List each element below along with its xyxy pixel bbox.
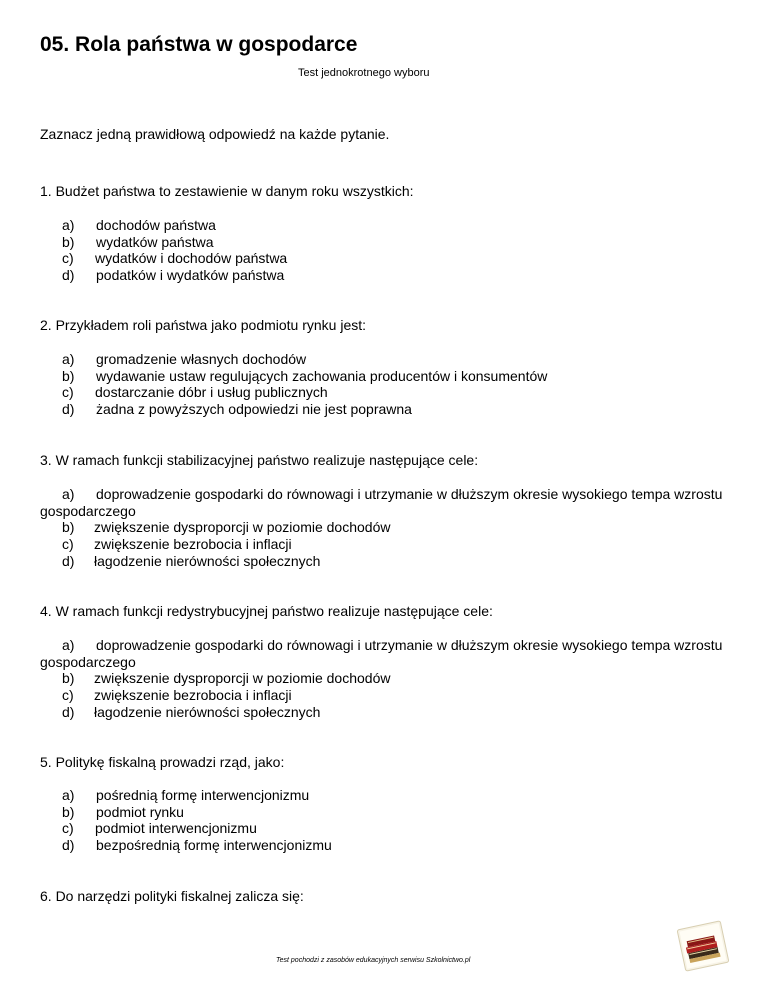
answer-text: doprowadzenie gospodarki do równowagi i utrzymanie w dłuższym okresie wysokiego tempa wzrostu gospodarczego [40, 637, 723, 670]
answer-letter: c) [62, 536, 74, 553]
answer-text: wydawanie ustaw regulujących zachowania producentów i konsumentów [96, 367, 548, 384]
answer-text: pośrednią formę interwencjonizmu [96, 787, 310, 803]
answer-5a [40, 787, 740, 804]
answer-2c [40, 384, 740, 401]
answer-letter: b) [62, 519, 75, 536]
answer-4c [40, 687, 740, 704]
answer-letter: a) [62, 637, 75, 653]
books-logo-icon [676, 920, 730, 972]
answer-text: łagodzenie nierówności społecznych [94, 552, 321, 569]
question-4: 4. W ramach funkcji redystrybucyjnej państwo realizuje następujące cele: [40, 603, 493, 619]
answer-1b [40, 234, 740, 251]
page-subtitle: Test jednokrotnego wyboru [298, 67, 430, 79]
answer-list-2 [40, 351, 740, 418]
answer-letter: d) [62, 837, 75, 854]
answer-letter: c) [62, 687, 74, 704]
answer-list-3 [40, 486, 740, 569]
answer-letter: b) [62, 670, 75, 687]
answer-3d [40, 553, 740, 570]
answer-text: wydatków państwa [96, 233, 214, 250]
answer-letter: d) [62, 267, 75, 284]
answer-4d [40, 704, 740, 721]
answer-letter: c) [62, 250, 74, 267]
footer-source-note: Test pochodzi z zasobów edukacyjnych serwisu Szkolnictwo.pl [276, 957, 471, 964]
answer-4b [40, 670, 740, 687]
answer-5c [40, 820, 740, 837]
answer-1d [40, 267, 740, 284]
answer-text: dochodów państwa [96, 217, 216, 233]
answer-text: bezpośrednią formę interwencjonizmu [96, 837, 332, 854]
answer-letter: d) [62, 552, 75, 569]
answer-5b [40, 804, 740, 821]
answer-1c [40, 250, 740, 267]
answer-list-4 [40, 637, 740, 720]
answer-list-5 [40, 787, 740, 854]
answer-text: podmiot rynku [96, 803, 184, 820]
question-2: 2. Przykładem roli państwa jako podmiotu rynku jest: [40, 317, 367, 333]
answer-letter: b) [62, 803, 75, 820]
answer-2d [40, 401, 740, 418]
answer-text: zwiększenie bezrobocia i inflacji [94, 687, 292, 704]
answer-text: dostarczanie dóbr i usług publicznych [95, 384, 328, 401]
answer-text: podatków i wydatków państwa [96, 267, 285, 284]
answer-letter: d) [62, 703, 75, 720]
question-3: 3. W ramach funkcji stabilizacyjnej państwo realizuje następujące cele: [40, 452, 479, 468]
answer-letter: c) [62, 384, 74, 401]
answer-text: zwiększenie bezrobocia i inflacji [94, 536, 292, 553]
answer-3a [0, 486, 730, 519]
answer-text: doprowadzenie gospodarki do równowagi i utrzymanie w dłuższym okresie wysokiego tempa wzrostu gospodarczego [40, 486, 723, 519]
answer-letter: a) [62, 486, 75, 502]
answer-text: łagodzenie nierówności społecznych [94, 703, 321, 720]
question-1: 1. Budżet państwa to zestawienie w danym roku wszystkich: [40, 183, 414, 199]
answer-letter: a) [62, 787, 75, 803]
answer-text: żadna z powyższych odpowiedzi nie jest poprawna [96, 401, 412, 418]
answer-text: podmiot interwencjonizmu [95, 820, 257, 837]
answer-5d [40, 837, 740, 854]
question-5: 5. Politykę fiskalną prowadzi rząd, jako: [40, 754, 285, 770]
answer-3b [40, 519, 740, 536]
answer-text: wydatków i dochodów państwa [95, 250, 288, 267]
answer-list-1 [40, 217, 740, 284]
answer-text: zwiększenie dysproporcji w poziomie dochodów [94, 670, 391, 687]
answer-letter: b) [62, 367, 75, 384]
answer-letter: c) [62, 820, 74, 837]
answer-letter: a) [62, 351, 75, 367]
answer-text: gromadzenie własnych dochodów [96, 351, 307, 367]
instruction-text: Zaznacz jedną prawidłową odpowiedź na każde pytanie. [40, 126, 390, 142]
answer-4a [0, 637, 730, 670]
answer-text: zwiększenie dysproporcji w poziomie dochodów [94, 519, 391, 536]
answer-2a [40, 351, 740, 368]
question-6: 6. Do narzędzi polityki fiskalnej zalicza się: [40, 888, 304, 904]
page-title: 05. Rola państwa w gospodarce [40, 33, 358, 56]
answer-1a [40, 217, 740, 234]
answer-2b [40, 368, 740, 385]
answer-3c [40, 536, 740, 553]
answer-letter: a) [62, 217, 75, 233]
answer-letter: b) [62, 233, 75, 250]
answer-letter: d) [62, 401, 75, 418]
